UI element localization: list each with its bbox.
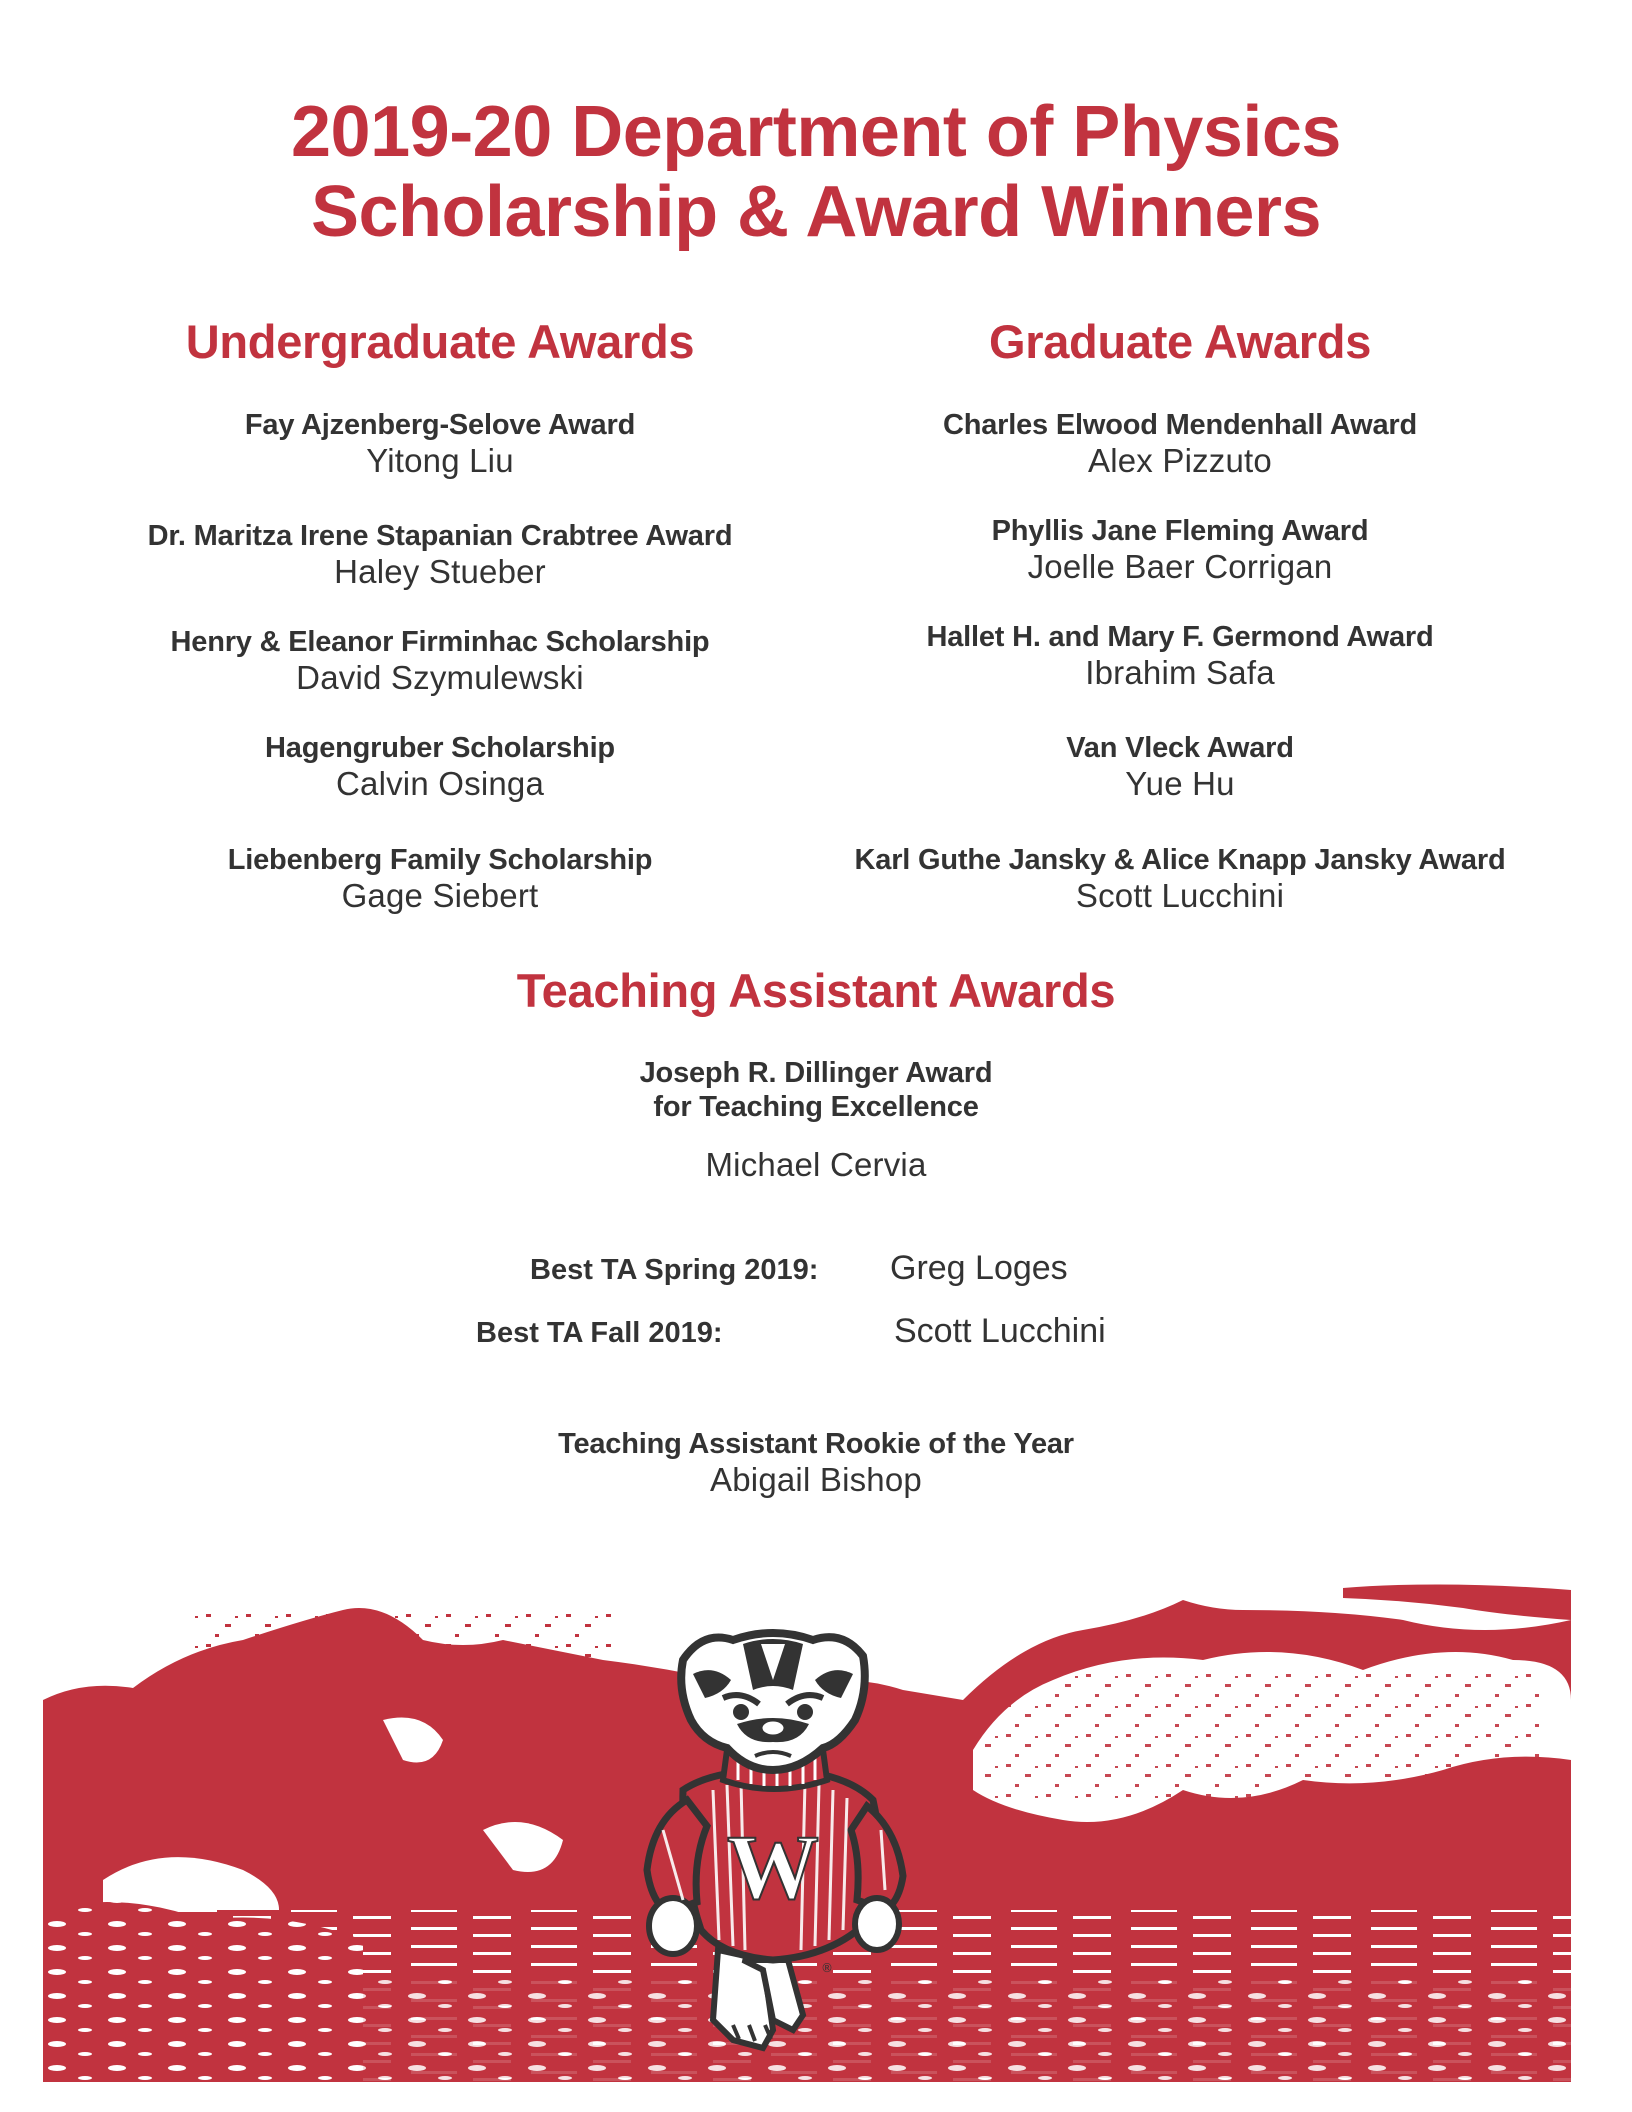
badger-artwork [43, 1580, 1571, 2082]
award-title: Dr. Maritza Irene Stapanian Crabtree Award [147, 520, 733, 552]
award-title: Phyllis Jane Fleming Award [991, 515, 1369, 547]
undergraduate-award-0 [40, 408, 840, 480]
award-winner: Alex Pizzuto [1088, 442, 1272, 479]
graduate-award-4 [780, 843, 1580, 915]
award-title: Liebenberg Family Scholarship [227, 844, 653, 876]
award-title: Hagengruber Scholarship [265, 732, 615, 764]
award-title: Henry & Eleanor Firminhac Scholarship [170, 626, 710, 658]
award-winner: Scott Lucchini [1075, 877, 1285, 914]
award-winner: Yue Hu [1125, 765, 1235, 802]
undergraduate-award-3 [40, 731, 840, 803]
undergraduate-award-1 [40, 519, 840, 591]
undergraduate-award-4 [40, 843, 840, 915]
best-ta-spring-winner: Greg Loges [890, 1249, 1068, 1287]
award-title: Hallet H. and Mary F. Germond Award [926, 621, 1434, 653]
award-winner: Gage Siebert [341, 877, 539, 914]
w-letter: W [727, 1816, 819, 1918]
graduate-award-1 [780, 514, 1580, 586]
award-winner: Michael Cervia [705, 1146, 927, 1183]
award-title-line-1: Joseph R. Dillinger Award [639, 1057, 993, 1089]
graduate-heading: Graduate Awards [988, 315, 1372, 368]
rookie-award [0, 1427, 1632, 1499]
graduate-award-0 [780, 408, 1580, 480]
best-ta-fall-winner: Scott Lucchini [894, 1312, 1106, 1350]
award-title: Teaching Assistant Rookie of the Year [558, 1428, 1074, 1460]
graduate-award-3 [780, 731, 1580, 803]
undergraduate-heading: Undergraduate Awards [185, 315, 695, 368]
page-title-line-2: Scholarship & Award Winners [310, 172, 1322, 252]
award-title: Charles Elwood Mendenhall Award [943, 409, 1417, 441]
award-title: Karl Guthe Jansky & Alice Knapp Jansky Award [854, 844, 1506, 876]
dillinger-award [0, 1056, 1632, 1184]
undergraduate-award-2 [40, 625, 840, 697]
teaching-assistant-heading: Teaching Assistant Awards [516, 964, 1116, 1017]
page-title-line-1: 2019-20 Department of Physics [291, 92, 1341, 172]
bucky-badger-mascot-icon [623, 1620, 923, 2060]
award-title-line-2: for Teaching Excellence [653, 1091, 979, 1123]
award-winner: Haley Stueber [334, 553, 546, 590]
award-winner: Abigail Bishop [710, 1461, 922, 1498]
best-ta-fall-label: Best TA Fall 2019: [476, 1317, 723, 1349]
best-ta-spring-label: Best TA Spring 2019: [530, 1254, 819, 1286]
award-title: Fay Ajzenberg-Selove Award [244, 409, 636, 441]
award-winner: Yitong Liu [366, 442, 514, 479]
registered-mark: ® [821, 1961, 833, 1975]
graduate-award-2 [780, 620, 1580, 692]
award-winner: Joelle Baer Corrigan [1027, 548, 1333, 585]
award-winner: Ibrahim Safa [1085, 654, 1275, 691]
award-title: Van Vleck Award [1066, 732, 1294, 764]
award-winner: David Szymulewski [296, 659, 584, 696]
award-winner: Calvin Osinga [335, 765, 545, 802]
